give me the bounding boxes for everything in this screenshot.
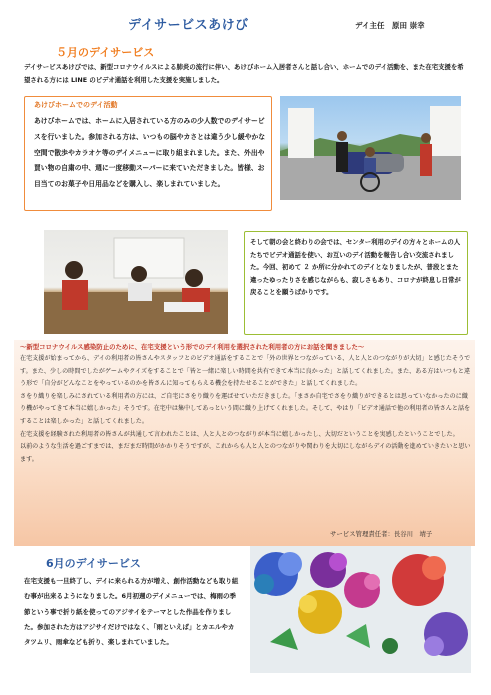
home-activity-text: あけびホームでは、ホームに入居されている方のみの少人数でのデイサービスを行いました。参加される方は、いつもの脳やカさとは違う少し緩やかな空間で散歩やカラオケ等のデイメニューに取り組まれました。また、外出や買い物の自粛の中、週に一度移動スーパーに来ていただきました。皆様、お目当てのお菓子や日用品などを購入し、楽しまれていました。 — [34, 117, 266, 189]
interview-body — [20, 353, 472, 466]
interview-paragraph: 在宅支援が始まってから、デイの利用者の皆さんやスタッフとのビデオ通話をすることで「外の世界とつながっている、人と人とのつながりが大切」と感じたそうです。また、少しの時間でしたがゲームやクイズをすることで「皆と一緒に楽しい時間を共有できて本当に良かった」と話してくれました。また、ある方はいつもと違う形で「自分がどんなことをやっているのかを皆さんに知ってもらえる機会を持たせることができた」と話してくれました。 — [20, 355, 471, 388]
interview-paragraph: 在宅支援を経験された利用者の皆さんが共通して言われたことは、人と人とのつながりが本当に嬉しかったし、大切だということを実感したということでした。 — [20, 430, 459, 438]
page-title: デイサービスあけび — [128, 18, 249, 33]
interview-paragraph: 以前のような生活を過ごすまでは、まだまだ時間がかかりそうですが、これからも人と人とのつながりや関わりを大切にしながらデイの活動を進めていきたいと思います。 — [20, 443, 471, 463]
indoor-group-photo — [44, 230, 228, 334]
interview-paragraph: さをり織りを楽しみにされている利用者の方には、ご自宅にさをり織りを運ばせていただきました。「まさか自宅でさをり織りができるとは思っていなかったのに織り機がやってきて本当に嬉しかった」そうです。在宅中は集中してあっという間に織り上げてくれました。そして、やはり「ビデオ通話で他の利用者の皆さんと話をすることは楽しかった」と話してくれました。 — [20, 392, 471, 425]
interview-heading: ～新型コロナウイルス感染防止のために、在宅支援という形でのデイ利用を選択された利用者の方にお話を聞きました～ — [20, 343, 365, 351]
june-text: 在宅支援も一旦終了し、デイに来られる方が増え、創作活動なども取り組む事が出来るようになりました。6月初週のデイメニューでは、梅雨の季節という事で折り紙を使ってのアジサイをテーマとした作品を作りました。参加された方はアジサイだけではなく、「雨といえば」とカエルやカタツムリ、雨傘なども折り、楽しまれていました。 — [24, 577, 239, 647]
video-call-text: そして朝の会と終わりの会では、センター利用のデイの方々とホームの人たちでビデオ通話を使い、お互いのデイ活動を報告し合い交流されました。今回、初めて ２ か所に分かれてのデイとなりましたが、普段とまた違ったゆったりさを感じながらも、寂しさもあり、コロナが終息し日常が戻ることを願うばかりです。 — [250, 238, 461, 297]
origami-hydrangea-photo — [250, 546, 471, 673]
may-heading: ５月のデイサービス — [56, 46, 155, 59]
june-heading: 6月のデイサービス — [46, 557, 141, 570]
author-line: デイ主任 原田 崇幸 — [355, 21, 425, 30]
outdoor-group-photo — [280, 96, 461, 200]
may-intro: デイサービスあけびでは、新型コロナウイルスによる肺炎の流行に伴い、あけびホーム入居者さんと話し合い、ホームでのデイ活動を、また在宅支援を希望される方には LINE のビデオ通話を利用した支援を実施しました。 — [24, 63, 464, 84]
interview-signature: サービス管理責任者：長谷川 靖子 — [330, 530, 433, 538]
home-activity-heading: あけびホームでのデイ活動 — [34, 101, 118, 109]
